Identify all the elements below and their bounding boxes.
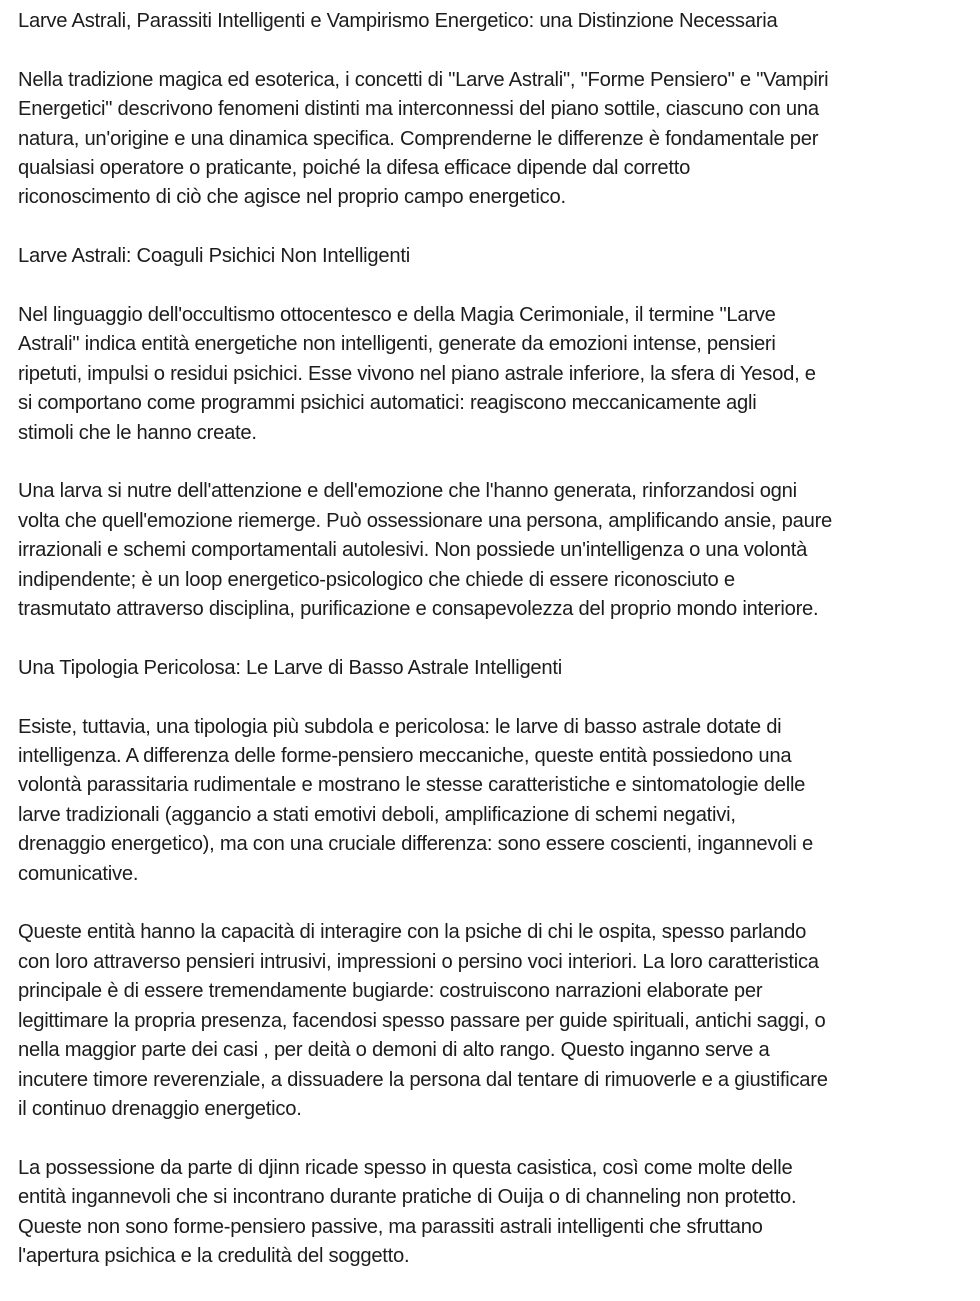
- text-line: trasmutato attraverso disciplina, purificazione e consapevolezza del proprio mondo interiore.: [18, 598, 819, 621]
- text-line: stimoli che le hanno create.: [18, 421, 257, 444]
- section2-paragraph-1: [18, 713, 963, 889]
- text-line: qualsiasi operatore o praticante, poiché la difesa efficace dipende dal corretto: [18, 157, 691, 180]
- text-line: l'apertura psichica e la credulità del soggetto.: [18, 1244, 410, 1267]
- text-line: principale è di essere tremendamente bugiarde: costruiscono narrazioni elaborate per: [18, 980, 763, 1003]
- section-heading: [18, 654, 963, 683]
- document-body: [18, 7, 963, 1301]
- text-line: riconoscimento di ciò che agisce nel proprio campo energetico.: [18, 186, 566, 209]
- text-line: comunicative.: [18, 862, 139, 885]
- text-line: Queste entità hanno la capacità di interagire con la psiche di chi le ospita, spesso parlando: [18, 921, 807, 944]
- text-line: natura, un'origine e una dinamica specifica. Comprenderne le differenze è fondamentale per: [18, 127, 819, 150]
- text-line: volta che quell'emozione riemerge. Può ossessionare una persona, amplificando ansie, paure: [18, 509, 833, 532]
- text-line: indipendente; è un loop energetico-psicologico che chiede di essere riconosciuto e: [18, 568, 735, 591]
- section-heading: [18, 242, 963, 271]
- text-line: drenaggio energetico), ma con una cruciale differenza: sono essere coscienti, ingannevoli e: [18, 833, 813, 856]
- title-line: Larve Astrali, Parassiti Intelligenti e Vampirismo Energetico: una Distinzione Necessaria: [18, 10, 778, 32]
- text-line: con loro attraverso pensieri intrusivi, impressioni o persino voci interiori. La loro caratteristica: [18, 950, 819, 973]
- text-line: incutere timore reverenziale, a dissuadere la persona dal tentare di rimuoverle e a giustificare: [18, 1068, 828, 1091]
- section2-paragraph-3: [18, 1154, 963, 1272]
- text-line: Nel linguaggio dell'occultismo ottocentesco e della Magia Cerimoniale, il termine "Larve: [18, 304, 776, 327]
- heading-line: Larve Astrali: Coaguli Psichici Non Intelligenti: [18, 245, 410, 268]
- text-line: intelligenza. A differenza delle forme-pensiero meccaniche, queste entità possiedono una: [18, 745, 792, 768]
- text-line: volontà parassitaria rudimentale e mostrano le stesse caratteristiche e sintomatologie delle: [18, 774, 806, 797]
- section1-paragraph-1: [18, 301, 963, 448]
- text-line: ripetuti, impulsi o residui psichici. Esse vivono nel piano astrale inferiore, la sfera di Yesod, e: [18, 362, 816, 385]
- intro-paragraph: [18, 66, 963, 213]
- text-line: il continuo drenaggio energetico.: [18, 1097, 302, 1120]
- text-line: si comportano come programmi psichici automatici: reagiscono meccanicamente agli: [18, 392, 757, 415]
- text-line: nella maggior parte dei casi , per deità o demoni di alto rango. Questo inganno serve a: [18, 1039, 770, 1062]
- text-line: Energetici" descrivono fenomeni distinti ma interconnessi del piano sottile, ciascuno con una: [18, 98, 819, 121]
- section1-paragraph-2: [18, 477, 963, 624]
- text-line: La possessione da parte di djinn ricade spesso in questa casistica, così come molte delle: [18, 1156, 793, 1179]
- text-line: Queste non sono forme-pensiero passive, ma parassiti astrali intelligenti che sfruttano: [18, 1215, 763, 1238]
- text-line: larve tradizionali (aggancio a stati emotivi deboli, amplificazione di schemi negativi,: [18, 803, 736, 826]
- text-line: legittimare la propria presenza, facendosi spesso passare per guide spirituali, antichi saggi, o: [18, 1009, 826, 1032]
- text-line: entità ingannevoli che si incontrano durante pratiche di Ouija o di channeling non protetto.: [18, 1186, 797, 1209]
- text-line: Una larva si nutre dell'attenzione e dell'emozione che l'hanno generata, rinforzandosi ogni: [18, 480, 797, 503]
- heading-line: Una Tipologia Pericolosa: Le Larve di Basso Astrale Intelligenti: [18, 656, 562, 679]
- section2-paragraph-2: [18, 918, 963, 1124]
- text-line: Esiste, tuttavia, una tipologia più subdola e pericolosa: le larve di basso astrale dotate di: [18, 715, 782, 738]
- text-line: Astrali" indica entità energetiche non intelligenti, generate da emozioni intense, pensieri: [18, 333, 776, 356]
- text-line: Nella tradizione magica ed esoterica, i concetti di "Larve Astrali", "Forme Pensiero" e "Vampiri: [18, 68, 829, 91]
- text-line: irrazionali e schemi comportamentali autolesivi. Non possiede un'intelligenza o una volontà: [18, 539, 808, 562]
- document-title: [18, 7, 963, 36]
